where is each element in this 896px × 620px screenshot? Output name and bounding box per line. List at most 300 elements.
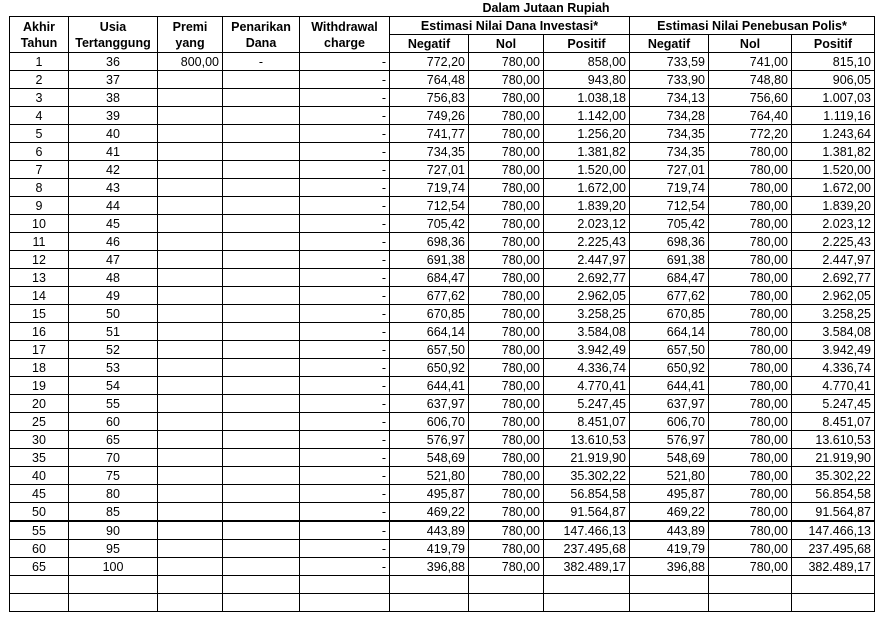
- table-row: [10, 89, 875, 107]
- cell-akhir-tahun: 35: [10, 449, 69, 467]
- table-row: [10, 359, 875, 377]
- cell-dana-negatif: 419,79: [390, 540, 469, 558]
- cell-akhir-tahun: 50: [10, 503, 69, 522]
- cell-polis-negatif: 576,97: [630, 431, 709, 449]
- cell-polis-nol: 780,00: [709, 377, 792, 395]
- cell-dana-nol: 780,00: [469, 413, 544, 431]
- cell-usia: 70: [69, 449, 158, 467]
- cell-dana-negatif: 576,97: [390, 431, 469, 449]
- cell-premi: [158, 215, 223, 233]
- table-row: [10, 341, 875, 359]
- cell-withdrawal: -: [300, 197, 390, 215]
- cell-polis-nol: 780,00: [709, 359, 792, 377]
- cell-dana-positif: 943,80: [544, 71, 630, 89]
- header-nilai-polis-group: Estimasi Nilai Penebusan Polis*: [630, 17, 875, 35]
- header-polis-positif: Positif: [792, 35, 875, 53]
- table-body: [10, 53, 875, 612]
- cell-polis-positif: 91.564,87: [792, 503, 875, 522]
- cell-polis-negatif: 670,85: [630, 305, 709, 323]
- cell-premi: [158, 161, 223, 179]
- cell-penarikan: [223, 287, 300, 305]
- table-row: [10, 377, 875, 395]
- cell-withdrawal: -: [300, 251, 390, 269]
- cell-dana-positif: 3.258,25: [544, 305, 630, 323]
- cell-akhir-tahun: 14: [10, 287, 69, 305]
- cell-premi: [158, 558, 223, 576]
- cell-polis-negatif: 719,74: [630, 179, 709, 197]
- cell-polis-negatif: 657,50: [630, 341, 709, 359]
- cell-dana-nol: 780,00: [469, 143, 544, 161]
- cell-penarikan: [223, 521, 300, 540]
- cell-dana-nol: 780,00: [469, 558, 544, 576]
- cell-polis-nol: 780,00: [709, 323, 792, 341]
- cell-dana-positif: [544, 594, 630, 612]
- cell-akhir-tahun: 7: [10, 161, 69, 179]
- cell-polis-nol: 780,00: [709, 467, 792, 485]
- cell-premi: [158, 485, 223, 503]
- cell-penarikan: [223, 125, 300, 143]
- cell-polis-positif: 1.520,00: [792, 161, 875, 179]
- cell-polis-negatif: 733,90: [630, 71, 709, 89]
- cell-premi: [158, 467, 223, 485]
- cell-penarikan: [223, 269, 300, 287]
- cell-dana-negatif: 749,26: [390, 107, 469, 125]
- header-dana-negatif: Negatif: [390, 35, 469, 53]
- cell-polis-negatif: 734,35: [630, 125, 709, 143]
- cell-polis-negatif: 495,87: [630, 485, 709, 503]
- cell-usia: 50: [69, 305, 158, 323]
- cell-penarikan: -: [223, 53, 300, 71]
- cell-dana-negatif: 684,47: [390, 269, 469, 287]
- cell-dana-negatif: 764,48: [390, 71, 469, 89]
- header-penarikan-line2: Dana: [245, 35, 277, 50]
- cell-withdrawal: -: [300, 215, 390, 233]
- cell-withdrawal: -: [300, 540, 390, 558]
- cell-polis-negatif: 691,38: [630, 251, 709, 269]
- cell-penarikan: [223, 594, 300, 612]
- cell-polis-positif: 2.962,05: [792, 287, 875, 305]
- cell-withdrawal: -: [300, 449, 390, 467]
- cell-penarikan: [223, 251, 300, 269]
- cell-polis-nol: [709, 594, 792, 612]
- cell-polis-nol: 741,00: [709, 53, 792, 71]
- cell-polis-nol: 780,00: [709, 540, 792, 558]
- cell-usia: 36: [69, 53, 158, 71]
- cell-premi: [158, 449, 223, 467]
- cell-polis-positif: 56.854,58: [792, 485, 875, 503]
- cell-polis-nol: 780,00: [709, 558, 792, 576]
- cell-penarikan: [223, 576, 300, 594]
- cell-usia: 53: [69, 359, 158, 377]
- cell-dana-negatif: [390, 576, 469, 594]
- cell-dana-positif: 4.770,41: [544, 377, 630, 395]
- cell-premi: [158, 395, 223, 413]
- cell-polis-positif: 2.692,77: [792, 269, 875, 287]
- cell-usia: 39: [69, 107, 158, 125]
- cell-polis-positif: 1.381,82: [792, 143, 875, 161]
- cell-polis-nol: 772,20: [709, 125, 792, 143]
- table-row: [10, 179, 875, 197]
- cell-polis-negatif: 705,42: [630, 215, 709, 233]
- table-row: [10, 233, 875, 251]
- cell-premi: [158, 179, 223, 197]
- table-row: [10, 431, 875, 449]
- cell-polis-positif: 35.302,22: [792, 467, 875, 485]
- cell-premi: [158, 431, 223, 449]
- cell-withdrawal: -: [300, 431, 390, 449]
- cell-dana-negatif: 670,85: [390, 305, 469, 323]
- header-row-top: [10, 17, 875, 35]
- cell-dana-positif: 8.451,07: [544, 413, 630, 431]
- cell-polis-negatif: 734,35: [630, 143, 709, 161]
- cell-dana-positif: 35.302,22: [544, 467, 630, 485]
- cell-dana-positif: 3.584,08: [544, 323, 630, 341]
- cell-dana-positif: 2.447,97: [544, 251, 630, 269]
- cell-premi: [158, 71, 223, 89]
- cell-akhir-tahun: 65: [10, 558, 69, 576]
- cell-penarikan: [223, 161, 300, 179]
- table-row: [10, 521, 875, 540]
- cell-polis-nol: 780,00: [709, 161, 792, 179]
- cell-polis-positif: 8.451,07: [792, 413, 875, 431]
- cell-akhir-tahun: 5: [10, 125, 69, 143]
- table-row: [10, 395, 875, 413]
- cell-usia: 41: [69, 143, 158, 161]
- cell-premi: [158, 359, 223, 377]
- cell-polis-negatif: 664,14: [630, 323, 709, 341]
- header-penarikan: [223, 17, 300, 53]
- cell-polis-negatif: [630, 576, 709, 594]
- table-row: [10, 53, 875, 71]
- cell-withdrawal: -: [300, 395, 390, 413]
- cell-dana-negatif: 705,42: [390, 215, 469, 233]
- cell-dana-nol: 780,00: [469, 449, 544, 467]
- cell-dana-nol: 780,00: [469, 89, 544, 107]
- cell-dana-positif: 237.495,68: [544, 540, 630, 558]
- cell-dana-positif: 147.466,13: [544, 521, 630, 540]
- cell-dana-negatif: [390, 594, 469, 612]
- cell-polis-negatif: 698,36: [630, 233, 709, 251]
- cell-polis-negatif: 443,89: [630, 521, 709, 540]
- cell-polis-nol: 780,00: [709, 395, 792, 413]
- cell-withdrawal: -: [300, 467, 390, 485]
- cell-dana-positif: 1.672,00: [544, 179, 630, 197]
- table-row: [10, 71, 875, 89]
- table-row: [10, 143, 875, 161]
- header-penarikan-line1: Penarikan: [231, 19, 291, 34]
- cell-dana-negatif: 644,41: [390, 377, 469, 395]
- cell-polis-nol: 780,00: [709, 305, 792, 323]
- cell-withdrawal: -: [300, 233, 390, 251]
- header-akhir-tahun-line1: Akhir: [23, 19, 55, 34]
- cell-dana-nol: [469, 594, 544, 612]
- cell-premi: [158, 125, 223, 143]
- cell-polis-negatif: 734,28: [630, 107, 709, 125]
- cell-dana-positif: 382.489,17: [544, 558, 630, 576]
- cell-polis-nol: 780,00: [709, 215, 792, 233]
- cell-penarikan: [223, 71, 300, 89]
- cell-premi: [158, 89, 223, 107]
- cell-akhir-tahun: 30: [10, 431, 69, 449]
- cell-dana-negatif: 719,74: [390, 179, 469, 197]
- cell-withdrawal: -: [300, 287, 390, 305]
- cell-premi: [158, 594, 223, 612]
- cell-akhir-tahun: 25: [10, 413, 69, 431]
- cell-polis-positif: 1.119,16: [792, 107, 875, 125]
- cell-dana-nol: 780,00: [469, 251, 544, 269]
- cell-dana-positif: 858,00: [544, 53, 630, 71]
- cell-dana-nol: 780,00: [469, 377, 544, 395]
- cell-dana-positif: 1.839,20: [544, 197, 630, 215]
- table-row: [10, 576, 875, 594]
- cell-usia: [69, 594, 158, 612]
- cell-polis-negatif: 606,70: [630, 413, 709, 431]
- header-polis-nol: Nol: [709, 35, 792, 53]
- cell-usia: 44: [69, 197, 158, 215]
- cell-premi: [158, 323, 223, 341]
- cell-premi: [158, 107, 223, 125]
- cell-penarikan: [223, 359, 300, 377]
- cell-dana-nol: 780,00: [469, 125, 544, 143]
- cell-akhir-tahun: 17: [10, 341, 69, 359]
- table-row: [10, 503, 875, 522]
- cell-akhir-tahun: 16: [10, 323, 69, 341]
- cell-usia: 51: [69, 323, 158, 341]
- cell-usia: 90: [69, 521, 158, 540]
- cell-withdrawal: -: [300, 125, 390, 143]
- cell-dana-negatif: 443,89: [390, 521, 469, 540]
- cell-penarikan: [223, 558, 300, 576]
- cell-penarikan: [223, 377, 300, 395]
- cell-withdrawal: -: [300, 413, 390, 431]
- cell-akhir-tahun: 3: [10, 89, 69, 107]
- cell-polis-positif: 147.466,13: [792, 521, 875, 540]
- cell-polis-positif: 2.225,43: [792, 233, 875, 251]
- cell-usia: 52: [69, 341, 158, 359]
- cell-akhir-tahun: [10, 576, 69, 594]
- cell-dana-nol: 780,00: [469, 179, 544, 197]
- cell-withdrawal: -: [300, 521, 390, 540]
- cell-premi: [158, 413, 223, 431]
- cell-dana-nol: 780,00: [469, 161, 544, 179]
- header-usia-line2: Tertanggung: [75, 35, 151, 50]
- cell-dana-negatif: 396,88: [390, 558, 469, 576]
- table-row: [10, 413, 875, 431]
- cell-dana-nol: 780,00: [469, 359, 544, 377]
- cell-dana-positif: 2.692,77: [544, 269, 630, 287]
- cell-usia: 80: [69, 485, 158, 503]
- cell-penarikan: [223, 467, 300, 485]
- cell-withdrawal: -: [300, 558, 390, 576]
- cell-polis-nol: 780,00: [709, 503, 792, 522]
- cell-akhir-tahun: 1: [10, 53, 69, 71]
- cell-dana-negatif: 698,36: [390, 233, 469, 251]
- cell-dana-negatif: 727,01: [390, 161, 469, 179]
- cell-akhir-tahun: 11: [10, 233, 69, 251]
- cell-akhir-tahun: 55: [10, 521, 69, 540]
- cell-polis-nol: 756,60: [709, 89, 792, 107]
- cell-akhir-tahun: [10, 594, 69, 612]
- cell-usia: 46: [69, 233, 158, 251]
- cell-withdrawal: -: [300, 305, 390, 323]
- cell-dana-positif: 1.381,82: [544, 143, 630, 161]
- cell-dana-positif: 2.225,43: [544, 233, 630, 251]
- cell-akhir-tahun: 4: [10, 107, 69, 125]
- cell-polis-negatif: 712,54: [630, 197, 709, 215]
- cell-akhir-tahun: 10: [10, 215, 69, 233]
- cell-premi: [158, 251, 223, 269]
- header-usia-line1: Usia: [99, 19, 127, 34]
- cell-dana-nol: 780,00: [469, 107, 544, 125]
- cell-polis-nol: 780,00: [709, 233, 792, 251]
- cell-akhir-tahun: 45: [10, 485, 69, 503]
- cell-dana-positif: 1.256,20: [544, 125, 630, 143]
- header-dana-positif: Positif: [544, 35, 630, 53]
- cell-penarikan: [223, 341, 300, 359]
- cell-penarikan: [223, 143, 300, 161]
- cell-polis-positif: [792, 576, 875, 594]
- cell-usia: 45: [69, 215, 158, 233]
- cell-polis-nol: 748,80: [709, 71, 792, 89]
- cell-premi: [158, 540, 223, 558]
- cell-penarikan: [223, 323, 300, 341]
- cell-dana-nol: 780,00: [469, 323, 544, 341]
- table-row: [10, 251, 875, 269]
- cell-premi: [158, 197, 223, 215]
- cell-usia: 48: [69, 269, 158, 287]
- cell-usia: 37: [69, 71, 158, 89]
- cell-withdrawal: -: [300, 341, 390, 359]
- cell-akhir-tahun: 20: [10, 395, 69, 413]
- cell-polis-positif: 3.584,08: [792, 323, 875, 341]
- cell-dana-positif: 56.854,58: [544, 485, 630, 503]
- cell-dana-negatif: 548,69: [390, 449, 469, 467]
- cell-polis-positif: 3.258,25: [792, 305, 875, 323]
- cell-polis-positif: 237.495,68: [792, 540, 875, 558]
- cell-dana-nol: 780,00: [469, 467, 544, 485]
- cell-usia: 54: [69, 377, 158, 395]
- cell-akhir-tahun: 19: [10, 377, 69, 395]
- cell-polis-positif: 2.447,97: [792, 251, 875, 269]
- cell-withdrawal: -: [300, 89, 390, 107]
- cell-dana-negatif: 741,77: [390, 125, 469, 143]
- header-withdrawal-line1: Withdrawal: [311, 19, 378, 34]
- cell-penarikan: [223, 503, 300, 522]
- cell-polis-negatif: 548,69: [630, 449, 709, 467]
- table-row: [10, 305, 875, 323]
- cell-withdrawal: -: [300, 53, 390, 71]
- cell-premi: 800,00: [158, 53, 223, 71]
- cell-dana-negatif: 772,20: [390, 53, 469, 71]
- cell-polis-positif: 1.672,00: [792, 179, 875, 197]
- cell-penarikan: [223, 305, 300, 323]
- table-row: [10, 161, 875, 179]
- cell-penarikan: [223, 89, 300, 107]
- cell-polis-nol: 780,00: [709, 197, 792, 215]
- cell-dana-nol: 780,00: [469, 485, 544, 503]
- cell-withdrawal: -: [300, 107, 390, 125]
- cell-dana-negatif: 712,54: [390, 197, 469, 215]
- cell-dana-nol: 780,00: [469, 53, 544, 71]
- cell-polis-nol: 780,00: [709, 341, 792, 359]
- cell-dana-negatif: 521,80: [390, 467, 469, 485]
- cell-polis-positif: 5.247,45: [792, 395, 875, 413]
- cell-dana-positif: 3.942,49: [544, 341, 630, 359]
- cell-polis-nol: 764,40: [709, 107, 792, 125]
- cell-penarikan: [223, 395, 300, 413]
- cell-polis-negatif: 650,92: [630, 359, 709, 377]
- cell-withdrawal: -: [300, 269, 390, 287]
- cell-dana-negatif: 657,50: [390, 341, 469, 359]
- cell-penarikan: [223, 197, 300, 215]
- cell-usia: 47: [69, 251, 158, 269]
- cell-penarikan: [223, 540, 300, 558]
- cell-usia: 42: [69, 161, 158, 179]
- cell-dana-negatif: 691,38: [390, 251, 469, 269]
- cell-withdrawal: -: [300, 485, 390, 503]
- cell-polis-nol: 780,00: [709, 449, 792, 467]
- cell-polis-nol: 780,00: [709, 269, 792, 287]
- cell-premi: [158, 503, 223, 522]
- cell-usia: 65: [69, 431, 158, 449]
- cell-dana-negatif: 734,35: [390, 143, 469, 161]
- cell-polis-positif: [792, 594, 875, 612]
- cell-premi: [158, 576, 223, 594]
- cell-polis-positif: 1.839,20: [792, 197, 875, 215]
- cell-polis-negatif: 396,88: [630, 558, 709, 576]
- cell-dana-positif: 5.247,45: [544, 395, 630, 413]
- table-row: [10, 215, 875, 233]
- cell-polis-nol: 780,00: [709, 521, 792, 540]
- cell-dana-positif: 91.564,87: [544, 503, 630, 522]
- cell-dana-nol: 780,00: [469, 503, 544, 522]
- cell-polis-nol: 780,00: [709, 431, 792, 449]
- header-nilai-dana-group: Estimasi Nilai Dana Investasi*: [390, 17, 630, 35]
- cell-usia: 49: [69, 287, 158, 305]
- cell-dana-positif: 4.336,74: [544, 359, 630, 377]
- cell-polis-negatif: 733,59: [630, 53, 709, 71]
- cell-withdrawal: -: [300, 323, 390, 341]
- cell-dana-nol: 780,00: [469, 197, 544, 215]
- cell-akhir-tahun: 9: [10, 197, 69, 215]
- cell-polis-negatif: 644,41: [630, 377, 709, 395]
- cell-withdrawal: -: [300, 179, 390, 197]
- cell-premi: [158, 269, 223, 287]
- table-row: [10, 269, 875, 287]
- cell-dana-negatif: 495,87: [390, 485, 469, 503]
- cell-dana-nol: [469, 576, 544, 594]
- cell-akhir-tahun: 40: [10, 467, 69, 485]
- cell-dana-positif: 1.038,18: [544, 89, 630, 107]
- cell-polis-positif: 13.610,53: [792, 431, 875, 449]
- cell-dana-positif: [544, 576, 630, 594]
- cell-usia: 75: [69, 467, 158, 485]
- table-row: [10, 323, 875, 341]
- cell-dana-positif: 13.610,53: [544, 431, 630, 449]
- cell-dana-nol: 780,00: [469, 71, 544, 89]
- cell-akhir-tahun: 18: [10, 359, 69, 377]
- cell-premi: [158, 521, 223, 540]
- cell-akhir-tahun: 8: [10, 179, 69, 197]
- cell-withdrawal: -: [300, 161, 390, 179]
- table-row: [10, 558, 875, 576]
- cell-dana-nol: 780,00: [469, 521, 544, 540]
- cell-dana-nol: 780,00: [469, 395, 544, 413]
- cell-polis-negatif: 684,47: [630, 269, 709, 287]
- cell-usia: [69, 576, 158, 594]
- illustration-table: [9, 16, 875, 612]
- cell-akhir-tahun: 60: [10, 540, 69, 558]
